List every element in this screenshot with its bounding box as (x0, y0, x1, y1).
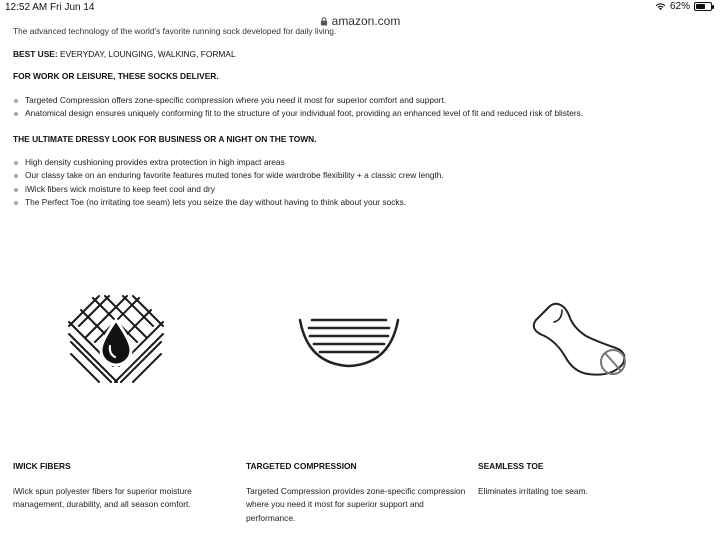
list-item: Our classy take on an enduring favorite features muted tones for wide wardrobe flexibility + a classic crew length. (13, 169, 444, 182)
section-heading-work-leisure: FOR WORK OR LEISURE, THESE SOCKS DELIVER. (13, 71, 219, 81)
wifi-icon (655, 2, 666, 11)
list-item: The Perfect Toe (no irritating toe seam) lets you seize the day without having to think about your socks. (13, 196, 444, 209)
bullet-list-dressy-look (13, 156, 444, 210)
feature-description: Eliminates irritating toe seam. (478, 486, 588, 496)
list-item: Targeted Compression offers zone-specific compression where you need it most for superior comfort and support. (13, 94, 583, 107)
section-heading-dressy-look: THE ULTIMATE DRESSY LOOK FOR BUSINESS OR A NIGHT ON THE TOWN. (13, 134, 317, 144)
status-right (655, 1, 712, 12)
moisture-drop-mesh-icon (13, 290, 245, 390)
status-bar (0, 0, 720, 14)
battery-percent: 62% (669, 1, 690, 12)
feature-title: SEAMLESS TOE (478, 461, 544, 471)
intro-line: The advanced technology of the world's favorite running sock developed for daily living. (13, 26, 337, 36)
feature-description: iWick spun polyester fibers for superior moisture management, durability, and all season comfort. (13, 486, 192, 510)
bullet-list-work-leisure (13, 94, 583, 121)
feature-title: TARGETED COMPRESSION (246, 461, 357, 471)
list-item: iWick fibers wick moisture to keep feet cool and dry (13, 183, 444, 196)
battery-fill (696, 4, 705, 9)
status-time: 12:52 AM (5, 2, 48, 13)
best-use-value: EVERYDAY, LOUNGING, WALKING, FORMAL (57, 49, 236, 59)
status-date: Fri Jun 14 (50, 2, 95, 13)
battery-icon (694, 2, 712, 11)
list-item: Anatomical design ensures uniquely conforming fit to the structure of your individual foot, providing an enhanced level of fit and reduced risk of blisters. (13, 107, 583, 120)
url-text: amazon.com (331, 14, 401, 28)
best-use-label: BEST USE: (13, 49, 58, 59)
best-use-line (13, 48, 236, 61)
seamless-toe-foot-icon (478, 290, 710, 390)
feature-description: Targeted Compression provides zone-specific compression where you need it most for superior support and performance. (246, 486, 466, 523)
list-item: High density cushioning provides extra protection in high impact areas (13, 156, 444, 169)
compression-bands-icon (246, 290, 478, 390)
feature-title: IWICK FIBERS (13, 461, 71, 471)
